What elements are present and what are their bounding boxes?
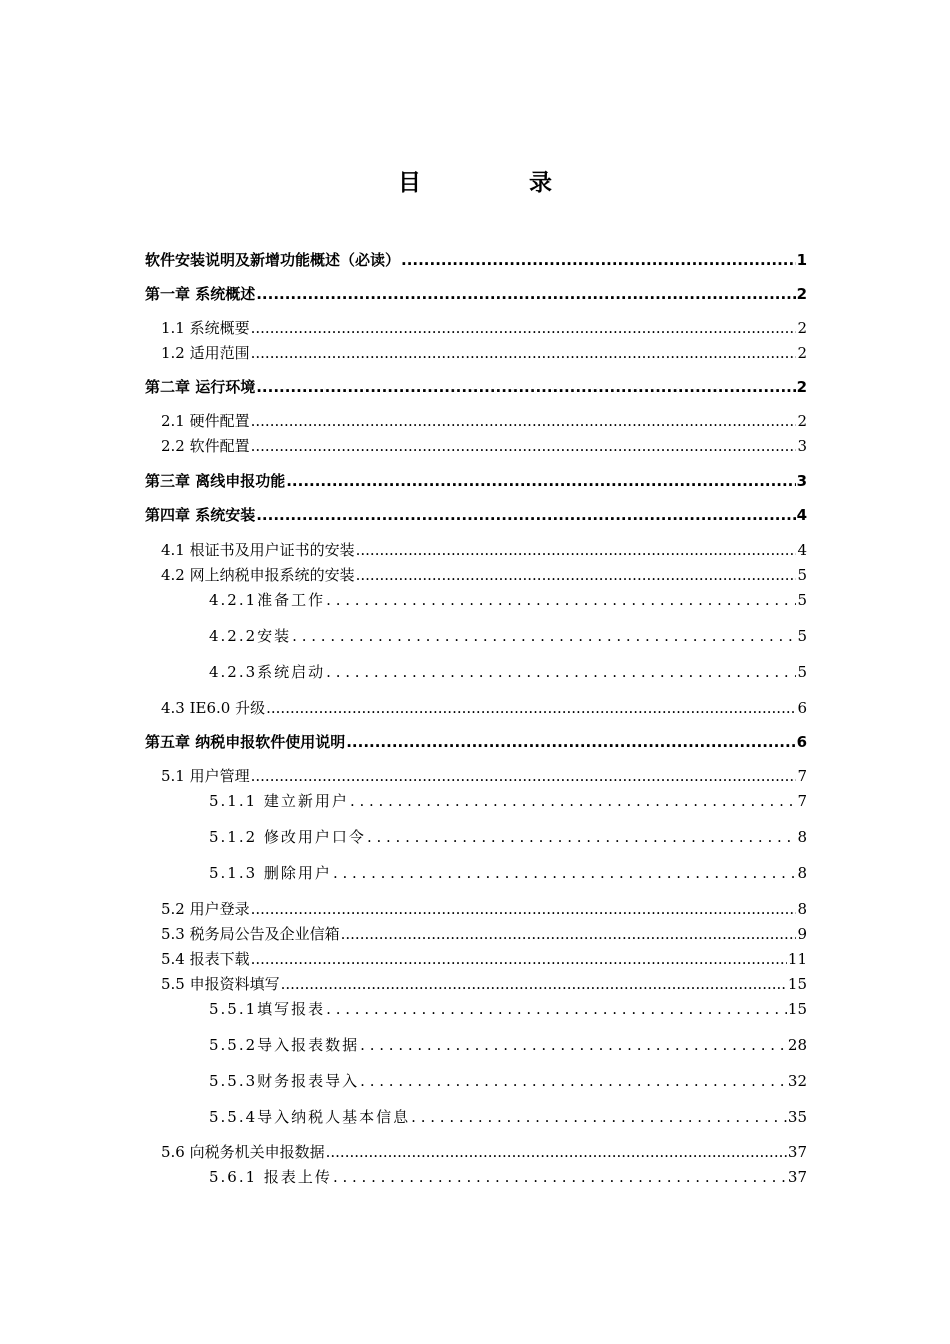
toc-entry-subsection[interactable] xyxy=(209,1167,807,1187)
toc-entry-page: 2 xyxy=(796,285,807,303)
toc-entry-page: 6 xyxy=(797,699,807,717)
toc-entry-label: 5.1 用户管理 xyxy=(161,767,250,785)
toc-entry-label: 5.3 税务局公告及企业信箱 xyxy=(161,925,340,943)
toc-entry-label: 第二章 运行环境 xyxy=(145,378,256,396)
toc-entry-label: 4.3 IE6.0 升级 xyxy=(161,699,266,717)
toc-entry-label: 第四章 系统安装 xyxy=(145,506,256,524)
toc-entry-subsection[interactable] xyxy=(209,1071,807,1091)
toc-entry-subsection[interactable] xyxy=(209,791,807,811)
toc-entry-label: 5.5.3财务报表导入 xyxy=(209,1072,360,1090)
toc-entry-section[interactable] xyxy=(161,698,807,718)
toc-entry-subsection[interactable] xyxy=(209,863,807,883)
dot-leader xyxy=(251,436,797,456)
page-title: 目 录 xyxy=(397,170,602,196)
toc-entry-label: 4.2.2安装 xyxy=(209,627,292,645)
toc-entry-page: 32 xyxy=(787,1072,807,1090)
toc-entry-page: 3 xyxy=(797,437,807,455)
dot-leader xyxy=(333,1167,787,1187)
toc-entry-page: 4 xyxy=(797,541,807,559)
toc-entry-label: 5.1.1 建立新用户 xyxy=(209,792,349,810)
toc-entry-label: 5.1.2 修改用户口令 xyxy=(209,828,366,846)
toc-entry-subsection[interactable] xyxy=(209,827,807,847)
dot-leader xyxy=(251,949,787,969)
dot-leader xyxy=(251,899,797,919)
toc-entry-subsection[interactable] xyxy=(209,1035,807,1055)
toc-entry-subsection[interactable] xyxy=(209,590,807,610)
dot-leader xyxy=(256,284,795,304)
toc-entry-section[interactable] xyxy=(161,924,807,944)
toc-entry-page: 35 xyxy=(787,1108,807,1126)
dot-leader xyxy=(326,662,796,682)
toc-entry-label: 4.2 网上纳税申报系统的安装 xyxy=(161,566,355,584)
dot-leader xyxy=(292,626,796,646)
dot-leader xyxy=(256,505,795,525)
toc-entry-section[interactable] xyxy=(161,1142,807,1162)
toc-entry-page: 6 xyxy=(796,733,807,751)
dot-leader xyxy=(341,924,797,944)
toc-entry-label: 4.1 根证书及用户证书的安装 xyxy=(161,541,355,559)
toc-entry-section[interactable] xyxy=(161,540,807,560)
toc-entry-label: 1.2 适用范围 xyxy=(161,344,250,362)
toc-entry-label: 5.5.4导入纳税人基本信息 xyxy=(209,1108,411,1126)
dot-leader xyxy=(251,411,797,431)
toc-entry-page: 8 xyxy=(797,900,807,918)
toc-entry-label: 5.6 向税务机关申报数据 xyxy=(161,1143,325,1161)
toc-entry-section[interactable] xyxy=(161,318,807,338)
dot-leader xyxy=(326,999,787,1019)
toc-entry-page: 2 xyxy=(797,412,807,430)
toc-entry-label: 5.1.3 删除用户 xyxy=(209,864,332,882)
toc-entry-label: 5.5.2导入报表数据 xyxy=(209,1036,360,1054)
toc-entry-page: 2 xyxy=(796,378,807,396)
toc-entry-page: 11 xyxy=(787,950,807,968)
toc-entry-subsection[interactable] xyxy=(209,999,807,1019)
dot-leader xyxy=(266,698,796,718)
toc-entry-label: 第五章 纳税申报软件使用说明 xyxy=(145,733,346,751)
toc-entry-label: 1.1 系统概要 xyxy=(161,319,250,337)
dot-leader xyxy=(281,974,787,994)
toc-entry-page: 7 xyxy=(797,767,807,785)
toc-entry-subsection[interactable] xyxy=(209,662,807,682)
dot-leader xyxy=(251,343,797,363)
toc-entry-page: 1 xyxy=(796,251,807,269)
toc-entry-label: 4.2.1准备工作 xyxy=(209,591,326,609)
toc-entry-label: 5.5.1填写报表 xyxy=(209,1000,326,1018)
toc-entry-label: 第三章 离线申报功能 xyxy=(145,472,286,490)
dot-leader xyxy=(360,1035,787,1055)
toc-entry-page: 4 xyxy=(796,506,807,524)
toc-entry-label: 2.2 软件配置 xyxy=(161,437,250,455)
dot-leader xyxy=(333,863,797,883)
toc-entry-chapter[interactable] xyxy=(145,732,807,752)
dot-leader xyxy=(411,1107,787,1127)
toc-entry-section[interactable] xyxy=(161,343,807,363)
toc-entry-label: 5.6.1 报表上传 xyxy=(209,1168,332,1186)
toc-entry-label: 第一章 系统概述 xyxy=(145,285,256,303)
toc-entry-page: 8 xyxy=(797,864,807,882)
toc-entry-section[interactable] xyxy=(161,766,807,786)
toc-entry-chapter[interactable] xyxy=(145,471,807,491)
toc-entry-page: 5 xyxy=(797,566,807,584)
dot-leader xyxy=(367,827,797,847)
toc-entry-label: 软件安装说明及新增功能概述（必读） xyxy=(145,251,401,269)
toc-entry-page: 7 xyxy=(797,792,807,810)
toc-entry-page: 9 xyxy=(797,925,807,943)
toc-entry-page: 8 xyxy=(797,828,807,846)
toc-entry-label: 5.2 用户登录 xyxy=(161,900,250,918)
toc-entry-page: 5 xyxy=(797,627,807,645)
dot-leader xyxy=(326,590,796,610)
toc-entry-page: 2 xyxy=(797,319,807,337)
toc-entry-label: 4.2.3系统启动 xyxy=(209,663,326,681)
toc-entry-chapter[interactable] xyxy=(145,284,807,304)
toc-entry-section[interactable] xyxy=(161,411,807,431)
toc-entry-label: 2.1 硬件配置 xyxy=(161,412,250,430)
toc-entry-page: 15 xyxy=(787,1000,807,1018)
dot-leader xyxy=(401,250,796,270)
dot-leader xyxy=(251,766,797,786)
toc-entry-page: 37 xyxy=(787,1143,807,1161)
toc-entry-section[interactable] xyxy=(161,565,807,585)
toc-entry-chapter[interactable] xyxy=(145,250,807,270)
toc-entry-section[interactable] xyxy=(161,949,807,969)
toc-entry-section[interactable] xyxy=(161,899,807,919)
toc-entry-chapter[interactable] xyxy=(145,505,807,525)
dot-leader xyxy=(350,791,797,811)
toc-entry-subsection[interactable] xyxy=(209,1107,807,1127)
toc-entry-page: 2 xyxy=(797,344,807,362)
dot-leader xyxy=(360,1071,787,1091)
toc-entry-page: 28 xyxy=(787,1036,807,1054)
dot-leader xyxy=(356,540,797,560)
dot-leader xyxy=(256,377,795,397)
toc-entry-label: 5.5 申报资料填写 xyxy=(161,975,280,993)
toc-entry-page: 5 xyxy=(797,591,807,609)
dot-leader xyxy=(286,471,795,491)
toc-entry-chapter[interactable] xyxy=(145,377,807,397)
dot-leader xyxy=(346,732,795,752)
dot-leader xyxy=(326,1142,787,1162)
toc-entry-page: 3 xyxy=(796,472,807,490)
dot-leader xyxy=(356,565,797,585)
toc-entry-section[interactable] xyxy=(161,974,807,994)
toc-entry-page: 37 xyxy=(787,1168,807,1186)
toc-entry-page: 15 xyxy=(787,975,807,993)
toc-entry-section[interactable] xyxy=(161,436,807,456)
toc-entry-subsection[interactable] xyxy=(209,626,807,646)
toc-entry-page: 5 xyxy=(797,663,807,681)
toc-entry-label: 5.4 报表下载 xyxy=(161,950,250,968)
dot-leader xyxy=(251,318,797,338)
